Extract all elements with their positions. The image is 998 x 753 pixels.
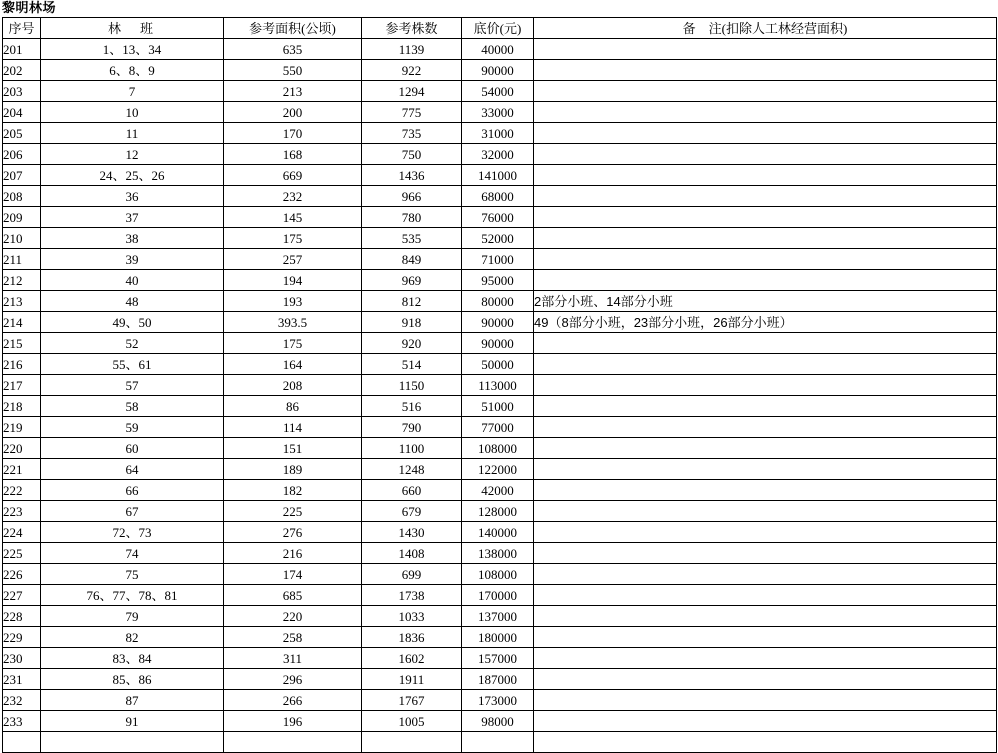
table-row [3, 690, 997, 711]
table-row [3, 438, 997, 459]
cell-trees: 918 [362, 312, 462, 333]
cell-trees: 920 [362, 333, 462, 354]
cell-price: 113000 [462, 375, 534, 396]
cell-trees: 849 [362, 249, 462, 270]
table-row [3, 207, 997, 228]
cell-price: 95000 [462, 270, 534, 291]
cell-stand: 76、77、78、81 [41, 585, 224, 606]
cell-trees: 966 [362, 186, 462, 207]
cell-trees: 780 [362, 207, 462, 228]
table-header [3, 18, 997, 39]
cell-note [534, 480, 997, 501]
table-row [3, 543, 997, 564]
cell-seq-210: 210 [3, 228, 41, 249]
cell-seq-225: 225 [3, 543, 41, 564]
cell-stand: 83、84 [41, 648, 224, 669]
table-row [3, 291, 997, 312]
cell-trees: 1005 [362, 711, 462, 732]
cell-seq-205: 205 [3, 123, 41, 144]
cell-seq-231: 231 [3, 669, 41, 690]
table-row [3, 501, 997, 522]
table-row [3, 186, 997, 207]
cell-seq-230: 230 [3, 648, 41, 669]
table-row [3, 375, 997, 396]
cell-trees: 1408 [362, 543, 462, 564]
cell-seq-215: 215 [3, 333, 41, 354]
cell-seq-227: 227 [3, 585, 41, 606]
cell-stand: 12 [41, 144, 224, 165]
table-row [3, 312, 997, 333]
cell-price: 77000 [462, 417, 534, 438]
cell-area: 208 [224, 375, 362, 396]
column-header-price: 底价(元) [462, 18, 534, 39]
cell-area: 168 [224, 144, 362, 165]
cell-area: 200 [224, 102, 362, 123]
cell-trees: 735 [362, 123, 462, 144]
cell-area: 175 [224, 228, 362, 249]
cell-price: 137000 [462, 606, 534, 627]
cell-trees: 1911 [362, 669, 462, 690]
cell-area: 194 [224, 270, 362, 291]
cell-note [534, 375, 997, 396]
cell-stand: 48 [41, 291, 224, 312]
cell-note [534, 459, 997, 480]
cell-price: 90000 [462, 60, 534, 81]
cell-note [534, 123, 997, 144]
cell-trees: 660 [362, 480, 462, 501]
cell-price: 122000 [462, 459, 534, 480]
cell-area: 550 [224, 60, 362, 81]
cell-price: 52000 [462, 228, 534, 249]
cell-stand: 87 [41, 690, 224, 711]
cell-trees: 1294 [362, 81, 462, 102]
cell-seq-206: 206 [3, 144, 41, 165]
table-row [3, 459, 997, 480]
cell-seq-229: 229 [3, 627, 41, 648]
cell-price: 108000 [462, 564, 534, 585]
cell-trees: 1248 [362, 459, 462, 480]
cell-area: 393.5 [224, 312, 362, 333]
table-row [3, 228, 997, 249]
cell-seq-218: 218 [3, 396, 41, 417]
cell-area: 311 [224, 648, 362, 669]
cell-trees: 516 [362, 396, 462, 417]
cell-seq-233: 233 [3, 711, 41, 732]
cell-area: 182 [224, 480, 362, 501]
cell-note: 49（8部分小班，23部分小班，26部分小班） [534, 312, 997, 333]
column-header-stand: 林 班 [41, 18, 224, 39]
table-row [3, 249, 997, 270]
cell-seq-208: 208 [3, 186, 41, 207]
cell-note [534, 186, 997, 207]
cell-trees: 922 [362, 60, 462, 81]
cell-price: 138000 [462, 543, 534, 564]
cell-seq-203: 203 [3, 81, 41, 102]
cell-area: 114 [224, 417, 362, 438]
cell-price: 128000 [462, 501, 534, 522]
cell-trees: 1436 [362, 165, 462, 186]
cell-stand: 40 [41, 270, 224, 291]
cell-stand: 75 [41, 564, 224, 585]
cell-price: 68000 [462, 186, 534, 207]
cell-stand: 74 [41, 543, 224, 564]
cell-area: 196 [224, 711, 362, 732]
cell-seq-232: 232 [3, 690, 41, 711]
cell-price: 187000 [462, 669, 534, 690]
table-bottom-stub [2, 731, 997, 753]
cell-trees: 699 [362, 564, 462, 585]
cell-stand: 7 [41, 81, 224, 102]
cell-seq-211: 211 [3, 249, 41, 270]
table-row [3, 585, 997, 606]
cell-note [534, 333, 997, 354]
cell-area: 276 [224, 522, 362, 543]
cell-seq-201: 201 [3, 39, 41, 60]
cell-seq-214: 214 [3, 312, 41, 333]
cell-price: 31000 [462, 123, 534, 144]
table-row [3, 270, 997, 291]
cell-stand: 72、73 [41, 522, 224, 543]
cell-seq-216: 216 [3, 354, 41, 375]
cell-price: 32000 [462, 144, 534, 165]
cell-price: 40000 [462, 39, 534, 60]
cell-seq-212: 212 [3, 270, 41, 291]
cell-stand: 59 [41, 417, 224, 438]
cell-price: 80000 [462, 291, 534, 312]
cell-note: 2部分小班、14部分小班 [534, 291, 997, 312]
cell-stand: 24、25、26 [41, 165, 224, 186]
cell-stand: 91 [41, 711, 224, 732]
cell-stand: 39 [41, 249, 224, 270]
cell-stand: 36 [41, 186, 224, 207]
cell-note [534, 165, 997, 186]
cell-area: 170 [224, 123, 362, 144]
table-row [3, 627, 997, 648]
table-row [3, 417, 997, 438]
cell-note [534, 354, 997, 375]
cell-stand: 1、13、34 [41, 39, 224, 60]
cell-area: 193 [224, 291, 362, 312]
cell-note [534, 438, 997, 459]
cell-area: 213 [224, 81, 362, 102]
cell-seq-224: 224 [3, 522, 41, 543]
cell-area: 225 [224, 501, 362, 522]
cell-seq-202: 202 [3, 60, 41, 81]
cell-note [534, 711, 997, 732]
page-title: 黎明林场 [2, 0, 57, 15]
cell-area: 216 [224, 543, 362, 564]
cell-seq-222: 222 [3, 480, 41, 501]
table-row [3, 123, 997, 144]
cell-note [534, 207, 997, 228]
cell-note [534, 669, 997, 690]
cell-area: 220 [224, 606, 362, 627]
cell-stand: 67 [41, 501, 224, 522]
cell-price: 157000 [462, 648, 534, 669]
cell-trees: 1738 [362, 585, 462, 606]
cell-stand: 79 [41, 606, 224, 627]
cell-note [534, 543, 997, 564]
cell-stand: 49、50 [41, 312, 224, 333]
cell-stand: 37 [41, 207, 224, 228]
cell-trees: 1836 [362, 627, 462, 648]
cell-price: 42000 [462, 480, 534, 501]
table-body [3, 39, 997, 732]
cell-note [534, 417, 997, 438]
cell-area: 189 [224, 459, 362, 480]
cell-stand: 85、86 [41, 669, 224, 690]
table-row [3, 480, 997, 501]
table-header-row [3, 18, 997, 39]
cell-seq-221: 221 [3, 459, 41, 480]
cell-price: 141000 [462, 165, 534, 186]
cell-price: 76000 [462, 207, 534, 228]
cell-seq-219: 219 [3, 417, 41, 438]
cell-price: 140000 [462, 522, 534, 543]
cell-seq-204: 204 [3, 102, 41, 123]
cell-price: 51000 [462, 396, 534, 417]
cell-trees: 775 [362, 102, 462, 123]
cell-note [534, 144, 997, 165]
cell-trees: 514 [362, 354, 462, 375]
cell-stand: 10 [41, 102, 224, 123]
cell-stand: 66 [41, 480, 224, 501]
cell-stand: 64 [41, 459, 224, 480]
cell-area: 685 [224, 585, 362, 606]
cell-area: 635 [224, 39, 362, 60]
cell-note [534, 228, 997, 249]
cell-trees: 969 [362, 270, 462, 291]
cell-price: 90000 [462, 333, 534, 354]
cell-note [534, 60, 997, 81]
cell-note [534, 81, 997, 102]
cell-price: 173000 [462, 690, 534, 711]
cell-price: 54000 [462, 81, 534, 102]
cell-price: 33000 [462, 102, 534, 123]
cell-trees: 1139 [362, 39, 462, 60]
cell-area: 151 [224, 438, 362, 459]
cell-trees: 1100 [362, 438, 462, 459]
cell-note [534, 627, 997, 648]
cell-area: 174 [224, 564, 362, 585]
cell-note [534, 501, 997, 522]
cell-seq-220: 220 [3, 438, 41, 459]
cell-note [534, 690, 997, 711]
cell-area: 145 [224, 207, 362, 228]
table-row [3, 354, 997, 375]
table-row [3, 522, 997, 543]
cell-price: 50000 [462, 354, 534, 375]
cell-stand: 52 [41, 333, 224, 354]
cell-price: 98000 [462, 711, 534, 732]
cell-trees: 1602 [362, 648, 462, 669]
cell-note [534, 585, 997, 606]
table-row [3, 396, 997, 417]
cell-area: 266 [224, 690, 362, 711]
cell-price: 108000 [462, 438, 534, 459]
table-row [3, 81, 997, 102]
cell-trees: 750 [362, 144, 462, 165]
cell-price: 71000 [462, 249, 534, 270]
cell-note [534, 270, 997, 291]
cell-stand: 57 [41, 375, 224, 396]
table-row [3, 648, 997, 669]
column-header-area: 参考面积(公顷) [224, 18, 362, 39]
cell-area: 257 [224, 249, 362, 270]
table-row [3, 39, 997, 60]
cell-area: 258 [224, 627, 362, 648]
cell-note [534, 396, 997, 417]
cell-stand: 38 [41, 228, 224, 249]
cell-trees: 679 [362, 501, 462, 522]
cell-note [534, 606, 997, 627]
cell-seq-209: 209 [3, 207, 41, 228]
cell-trees: 1150 [362, 375, 462, 396]
cell-area: 232 [224, 186, 362, 207]
cell-trees: 790 [362, 417, 462, 438]
cell-seq-226: 226 [3, 564, 41, 585]
cell-area: 86 [224, 396, 362, 417]
cell-stand: 60 [41, 438, 224, 459]
cell-trees: 1033 [362, 606, 462, 627]
cell-trees: 535 [362, 228, 462, 249]
table-row [3, 165, 997, 186]
cell-seq-223: 223 [3, 501, 41, 522]
cell-note [534, 39, 997, 60]
cell-stand: 82 [41, 627, 224, 648]
table-row [3, 144, 997, 165]
table-row [3, 606, 997, 627]
cell-note [534, 564, 997, 585]
cell-stand: 6、8、9 [41, 60, 224, 81]
cell-seq-213: 213 [3, 291, 41, 312]
table-row [3, 564, 997, 585]
cell-note [534, 249, 997, 270]
cell-area: 669 [224, 165, 362, 186]
cell-stand: 55、61 [41, 354, 224, 375]
cell-price: 90000 [462, 312, 534, 333]
cell-stand: 11 [41, 123, 224, 144]
table-row [3, 711, 997, 732]
table-row [3, 333, 997, 354]
forest-stand-table [2, 17, 997, 732]
table-row [3, 102, 997, 123]
column-header-trees: 参考株数 [362, 18, 462, 39]
cell-seq-207: 207 [3, 165, 41, 186]
cell-seq-217: 217 [3, 375, 41, 396]
cell-price: 180000 [462, 627, 534, 648]
cell-area: 164 [224, 354, 362, 375]
cell-price: 170000 [462, 585, 534, 606]
cell-note [534, 102, 997, 123]
cell-trees: 812 [362, 291, 462, 312]
table-row [3, 60, 997, 81]
cell-area: 296 [224, 669, 362, 690]
column-header-seq: 序号 [3, 18, 41, 39]
cell-trees: 1767 [362, 690, 462, 711]
cell-seq-228: 228 [3, 606, 41, 627]
cell-area: 175 [224, 333, 362, 354]
cell-note [534, 648, 997, 669]
cell-note [534, 522, 997, 543]
column-header-note: 备 注(扣除人工林经营面积) [534, 18, 997, 39]
cell-trees: 1430 [362, 522, 462, 543]
cell-stand: 58 [41, 396, 224, 417]
table-row [3, 669, 997, 690]
